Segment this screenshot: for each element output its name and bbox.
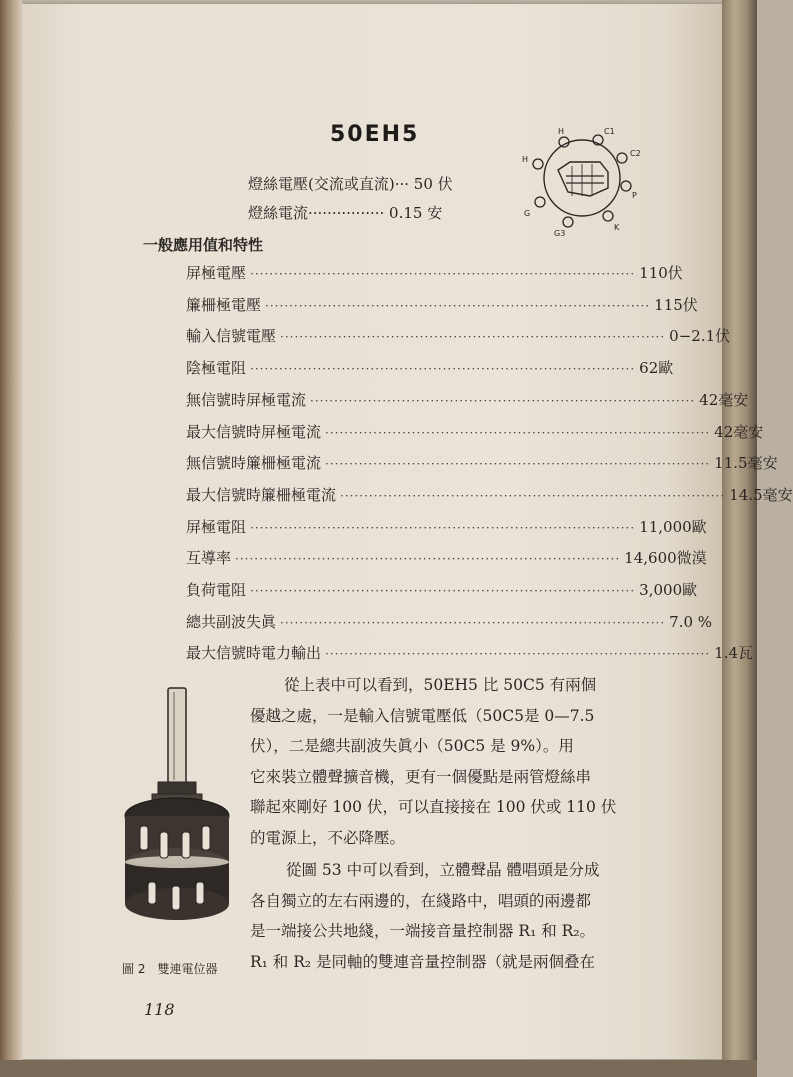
dual-potentiometer-illustration [120,686,235,946]
spec-row [186,484,793,508]
page-edge [722,0,757,1077]
leader-dots: ················································································ [325,647,711,662]
leader-dots: ················································································ [325,457,711,472]
paragraph-line: 各自獨立的左右兩邊的，在綫路中，唱頭的兩邊都 [250,891,592,910]
book-spine [0,0,22,1077]
spec-row [186,357,674,381]
leader-dots: ················································································ [250,362,636,377]
spec-value: 42毫安 [714,422,764,441]
heater-voltage: 燈絲電壓(交流或直流)··· 50 伏 [248,175,453,193]
spec-value: 115伏 [654,295,698,314]
spec-label: 陰極電阻 [186,359,247,378]
spec-label: 總共副波失眞 [186,612,277,631]
spec-value: 14.5毫安 [729,485,793,504]
spec-value: 3,000歐 [639,581,698,599]
pin-label: G [524,209,531,218]
leader-dots: ················································································ [250,267,636,281]
spec-value: 1.4瓦 [714,644,754,663]
pin-label: G3 [554,229,566,238]
paragraph-line: 伏），二是總共副波失眞小（50C5 是 9%）。用 [250,737,574,755]
leader-dots: ················································································ [340,488,726,503]
spec-row [186,547,707,571]
page-bottom-shadow [0,1060,757,1077]
spec-label: 輸入信號電壓 [186,327,277,346]
leader-dots: ················································································ [265,298,651,313]
spec-label: 最大信號時屏極電流 [186,422,322,441]
spec-row [186,516,707,540]
spec-label: 簾柵極電壓 [186,295,262,314]
spec-row [186,579,698,603]
paragraph-line: 優越之處，一是輸入信號電壓低（50C5是 0—7.5 [250,706,595,725]
spec-value: 42毫安 [699,390,749,409]
tube-title: 50EH5 [330,122,420,147]
spec-row [186,389,749,413]
pin-label: H [522,155,529,164]
spec-row [186,611,713,635]
section-heading: 一般應用值和特性 [143,236,264,254]
heater-current: 燈絲電流················ 0.15 安 [248,204,443,222]
paragraph-line: 是一端接公共地綫，一端接音量控制器 R₁ 和 R₂。 [250,922,596,940]
pin-label: P [632,191,637,200]
page-number: 118 [144,1000,175,1019]
leader-dots: ················································································ [280,330,666,345]
pin-label: H [558,127,565,136]
paragraph-line: 聯起來剛好 100 伏，可以直接接在 100 伏或 110 伏 [250,798,617,816]
pin-label: C1 [604,127,615,136]
spec-label: 無信號時屏極電流 [186,390,307,409]
spec-row [186,642,754,666]
paragraph-line: R₁ 和 R₂ 是同軸的雙連音量控制器（就是兩個叠在 [250,952,596,971]
spec-label: 屏極電阻 [186,517,247,536]
spec-row [186,452,778,476]
tube-base-diagram [520,126,650,236]
spec-label: 最大信號時簾柵極電流 [186,485,337,504]
leader-dots: ················································································ [250,520,636,535]
spec-label: 互導率 [186,549,232,568]
spec-row [186,421,764,445]
figure-caption: 圖 2 雙連電位器 [122,962,218,976]
paragraph-line: 它來裝立體聲擴音機，更有一個優點是兩管燈絲串 [250,767,592,786]
leader-dots: ················································································ [235,552,621,567]
spec-value: 11,000歐 [639,517,707,536]
leader-dots: ················································································ [280,615,666,630]
pin-label: C2 [630,149,641,158]
spec-value: 11.5毫安 [714,454,778,473]
spec-row [186,294,698,318]
paragraph-line: 從上表中可以看到，50EH5 比 50C5 有兩個 [284,676,597,694]
paragraph-line: 從圖 53 中可以看到，立體聲晶 體唱頭是分成 [286,861,600,879]
leader-dots: ················································································ [310,393,696,408]
spec-label: 最大信號時電力輸出 [186,644,322,663]
spec-value: 62歐 [639,359,674,378]
leader-dots: ················································································ [250,584,636,598]
spec-row [186,325,731,349]
paragraph-line: 的電源上，不必降壓。 [250,828,406,847]
spec-value: 110伏 [639,264,683,282]
spec-label: 無信號時簾柵極電流 [186,454,322,473]
spec-value: 7.0 % [669,612,713,631]
pin-label: K [614,223,620,232]
spec-value: 0−2.1伏 [669,327,731,346]
spec-label: 負荷電阻 [186,581,247,599]
spec-row [186,262,683,286]
spec-label: 屏極電壓 [186,264,247,282]
leader-dots: ················································································ [325,425,711,440]
spec-value: 14,600微漠 [624,549,707,568]
